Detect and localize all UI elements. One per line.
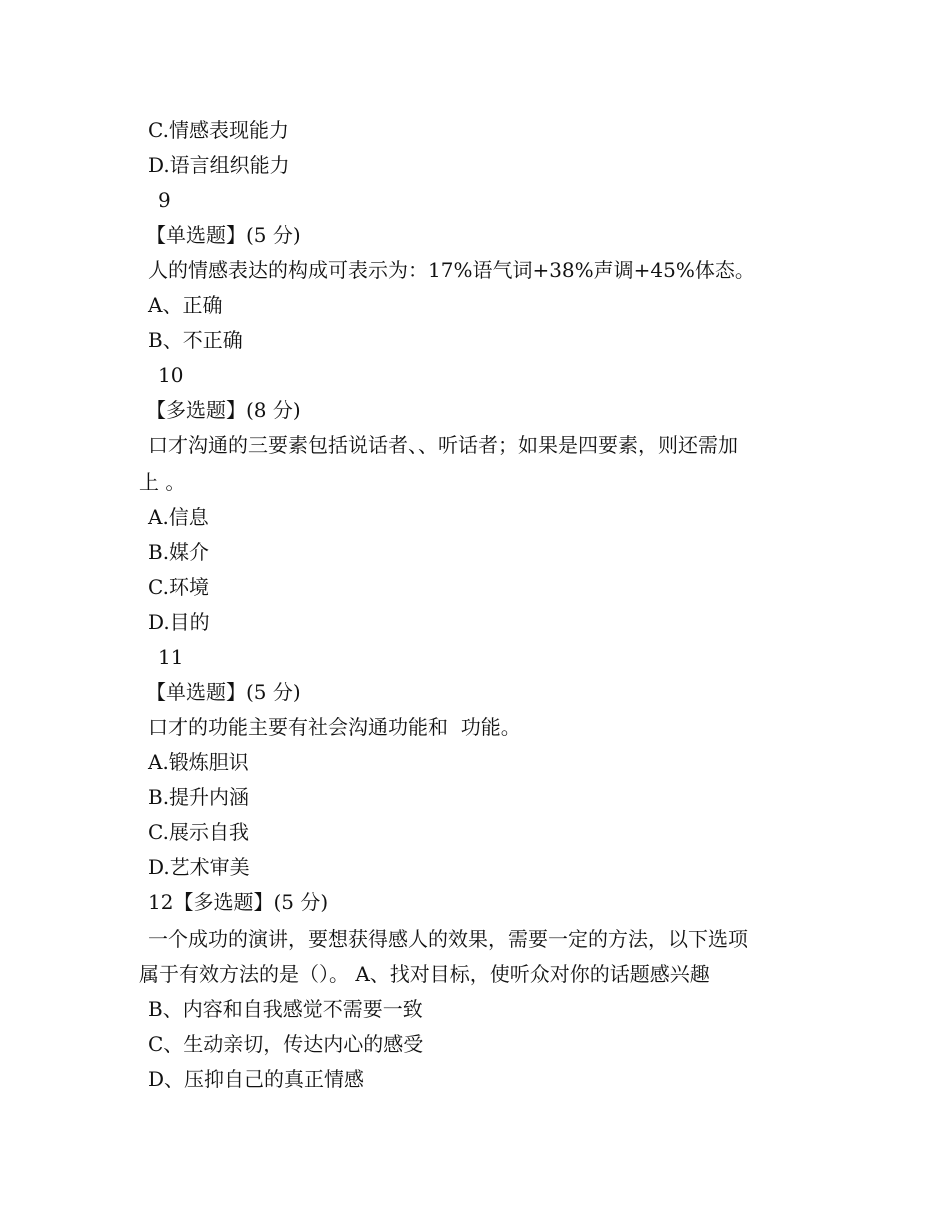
question-type-10: 【多选题】(8 分): [146, 398, 301, 422]
option-d-q12: D、压抑自己的真正情感: [148, 1067, 365, 1091]
question-type-9: 【单选题】(5 分): [146, 223, 301, 247]
question-number-9: 9: [158, 188, 171, 212]
option-b-q10: B.媒介: [148, 540, 210, 564]
option-c-q10: C.环境: [148, 575, 209, 599]
option-c-q8: C.情感表现能力: [148, 118, 289, 142]
option-c-q12: C、生动亲切，传达内心的感受: [148, 1032, 424, 1056]
option-b-q9: B、不正确: [148, 328, 243, 352]
question-type-11: 【单选题】(5 分): [146, 680, 301, 704]
option-d-q11: D.艺术审美: [148, 855, 250, 879]
option-d-q10: D.目的: [148, 610, 210, 634]
question-text-9: 人的情感表达的构成可表示为：17%语气词+38%声调+45%体态。: [148, 258, 755, 282]
question-text-10-cont: 上 。: [139, 470, 186, 494]
option-b-q12: B、内容和自我感觉不需要一致: [148, 997, 423, 1021]
question-number-10: 10: [158, 363, 184, 387]
question-text-12-cont: 属于有效方法的是（）。 A、找对目标，使听众对你的话题感兴趣: [139, 962, 710, 986]
question-header-12: 12【多选题】(5 分): [148, 890, 329, 914]
option-a-q10: A.信息: [148, 505, 209, 529]
question-number-11: 11: [158, 645, 184, 669]
option-c-q11: C.展示自我: [148, 820, 249, 844]
question-text-10: 口才沟通的三要素包括说话者、、听话者；如果是四要素，则还需加: [148, 433, 738, 457]
question-text-11: 口才的功能主要有社会沟通功能和 功能。: [148, 715, 521, 739]
option-b-q11: B.提升内涵: [148, 785, 250, 809]
question-text-12: 一个成功的演讲，要想获得感人的效果，需要一定的方法，以下选项: [148, 927, 748, 951]
option-a-q9: A、正确: [148, 293, 223, 317]
option-a-q11: A.锻炼胆识: [148, 750, 249, 774]
option-d-q8: D.语言组织能力: [148, 153, 290, 177]
